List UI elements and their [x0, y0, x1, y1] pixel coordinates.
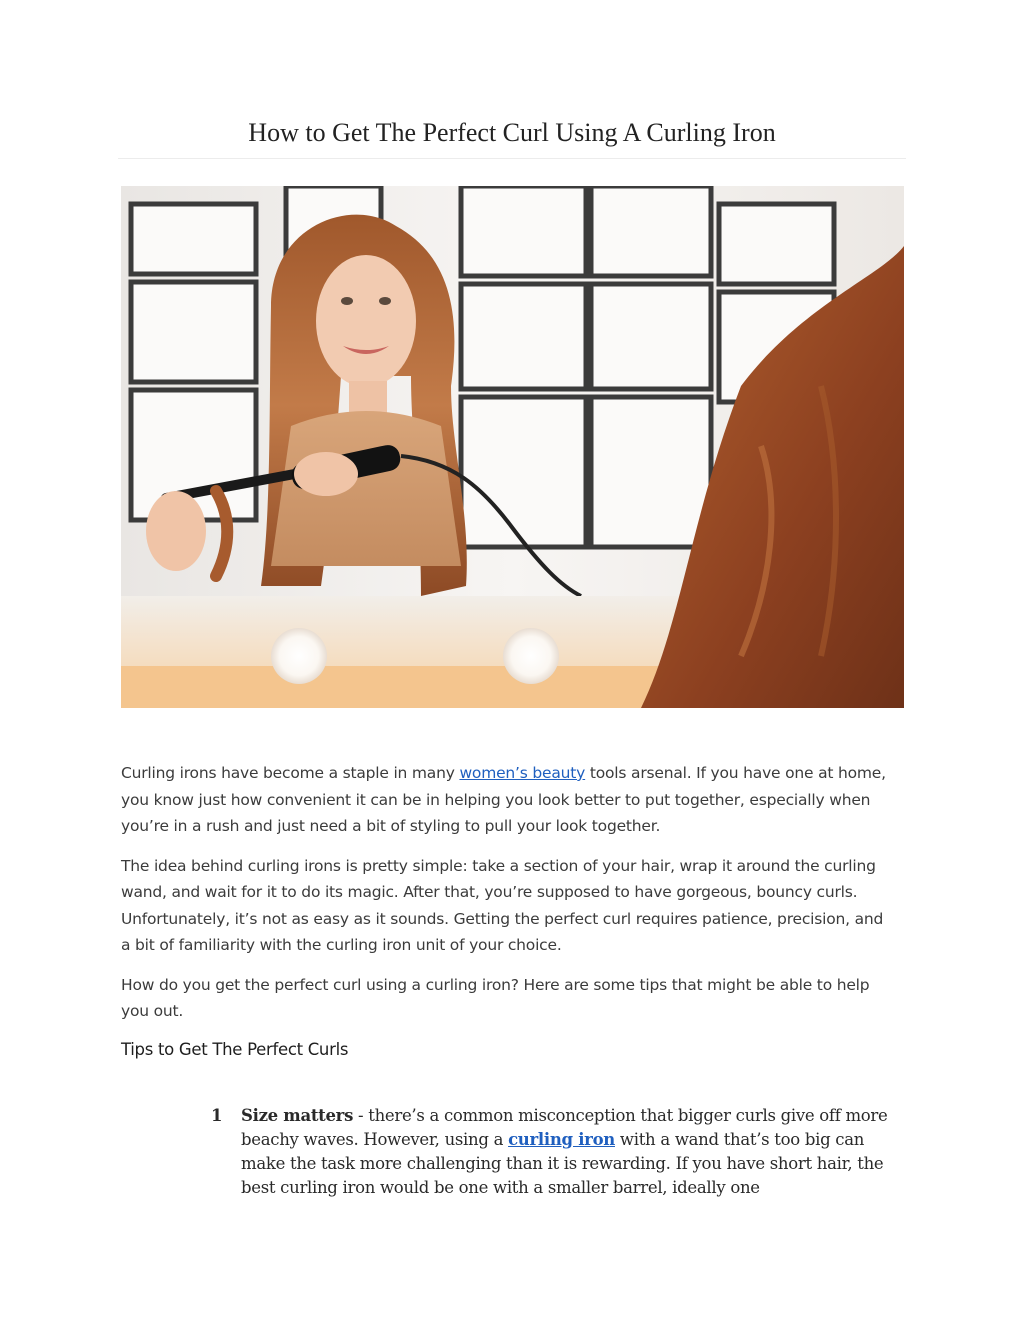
intro-paragraph-1	[121, 760, 891, 840]
tip-text-after-link: with a wand that’s too big can make the task more challenging than it is rewarding. If you have short hair, the best curling iron would be one with a smaller barrel, ideally one	[241, 1130, 884, 1197]
intro-text-after-link: tools arsenal. If you have one at home, you know just how convenient it can be in helping you look better to put together, especially when you’re in a rush and just need a bit of styling to pull your look together.	[121, 764, 886, 835]
title-divider	[118, 158, 906, 159]
tip-item-size-matters	[205, 1104, 905, 1200]
tip-term: Size matters	[241, 1106, 354, 1125]
womens-beauty-link[interactable]: women’s beauty	[459, 764, 586, 782]
tips-list	[205, 1104, 905, 1200]
intro-paragraph-2: The idea behind curling irons is pretty simple: take a section of your hair, wrap it around the curling wand, and wait for it to do its magic. After that, you’re supposed to have gorgeous, bouncy curls. Unfortunately, it’s not as easy as it sounds. Getting the perfect curl requires patience, precision, and a bit of familiarity with the curling iron unit of your choice.	[121, 856, 884, 954]
tip-number: 1	[211, 1106, 223, 1125]
hero-illustration	[121, 186, 904, 708]
intro-text-before-link: Curling irons have become a staple in many	[121, 764, 460, 782]
hero-image	[121, 186, 904, 708]
tips-heading: Tips to Get The Perfect Curls	[121, 1040, 349, 1059]
page-title: How to Get The Perfect Curl Using A Curling Iron	[248, 118, 776, 147]
article-body	[121, 760, 891, 1038]
intro-paragraph-3: How do you get the perfect curl using a curling iron? Here are some tips that might be able to help you out.	[121, 975, 870, 1020]
curling-iron-link[interactable]: curling iron	[508, 1130, 615, 1149]
tip-text-before-link: - there’s a common misconception that bigger curls give off more beachy waves. However, using a	[241, 1106, 888, 1149]
